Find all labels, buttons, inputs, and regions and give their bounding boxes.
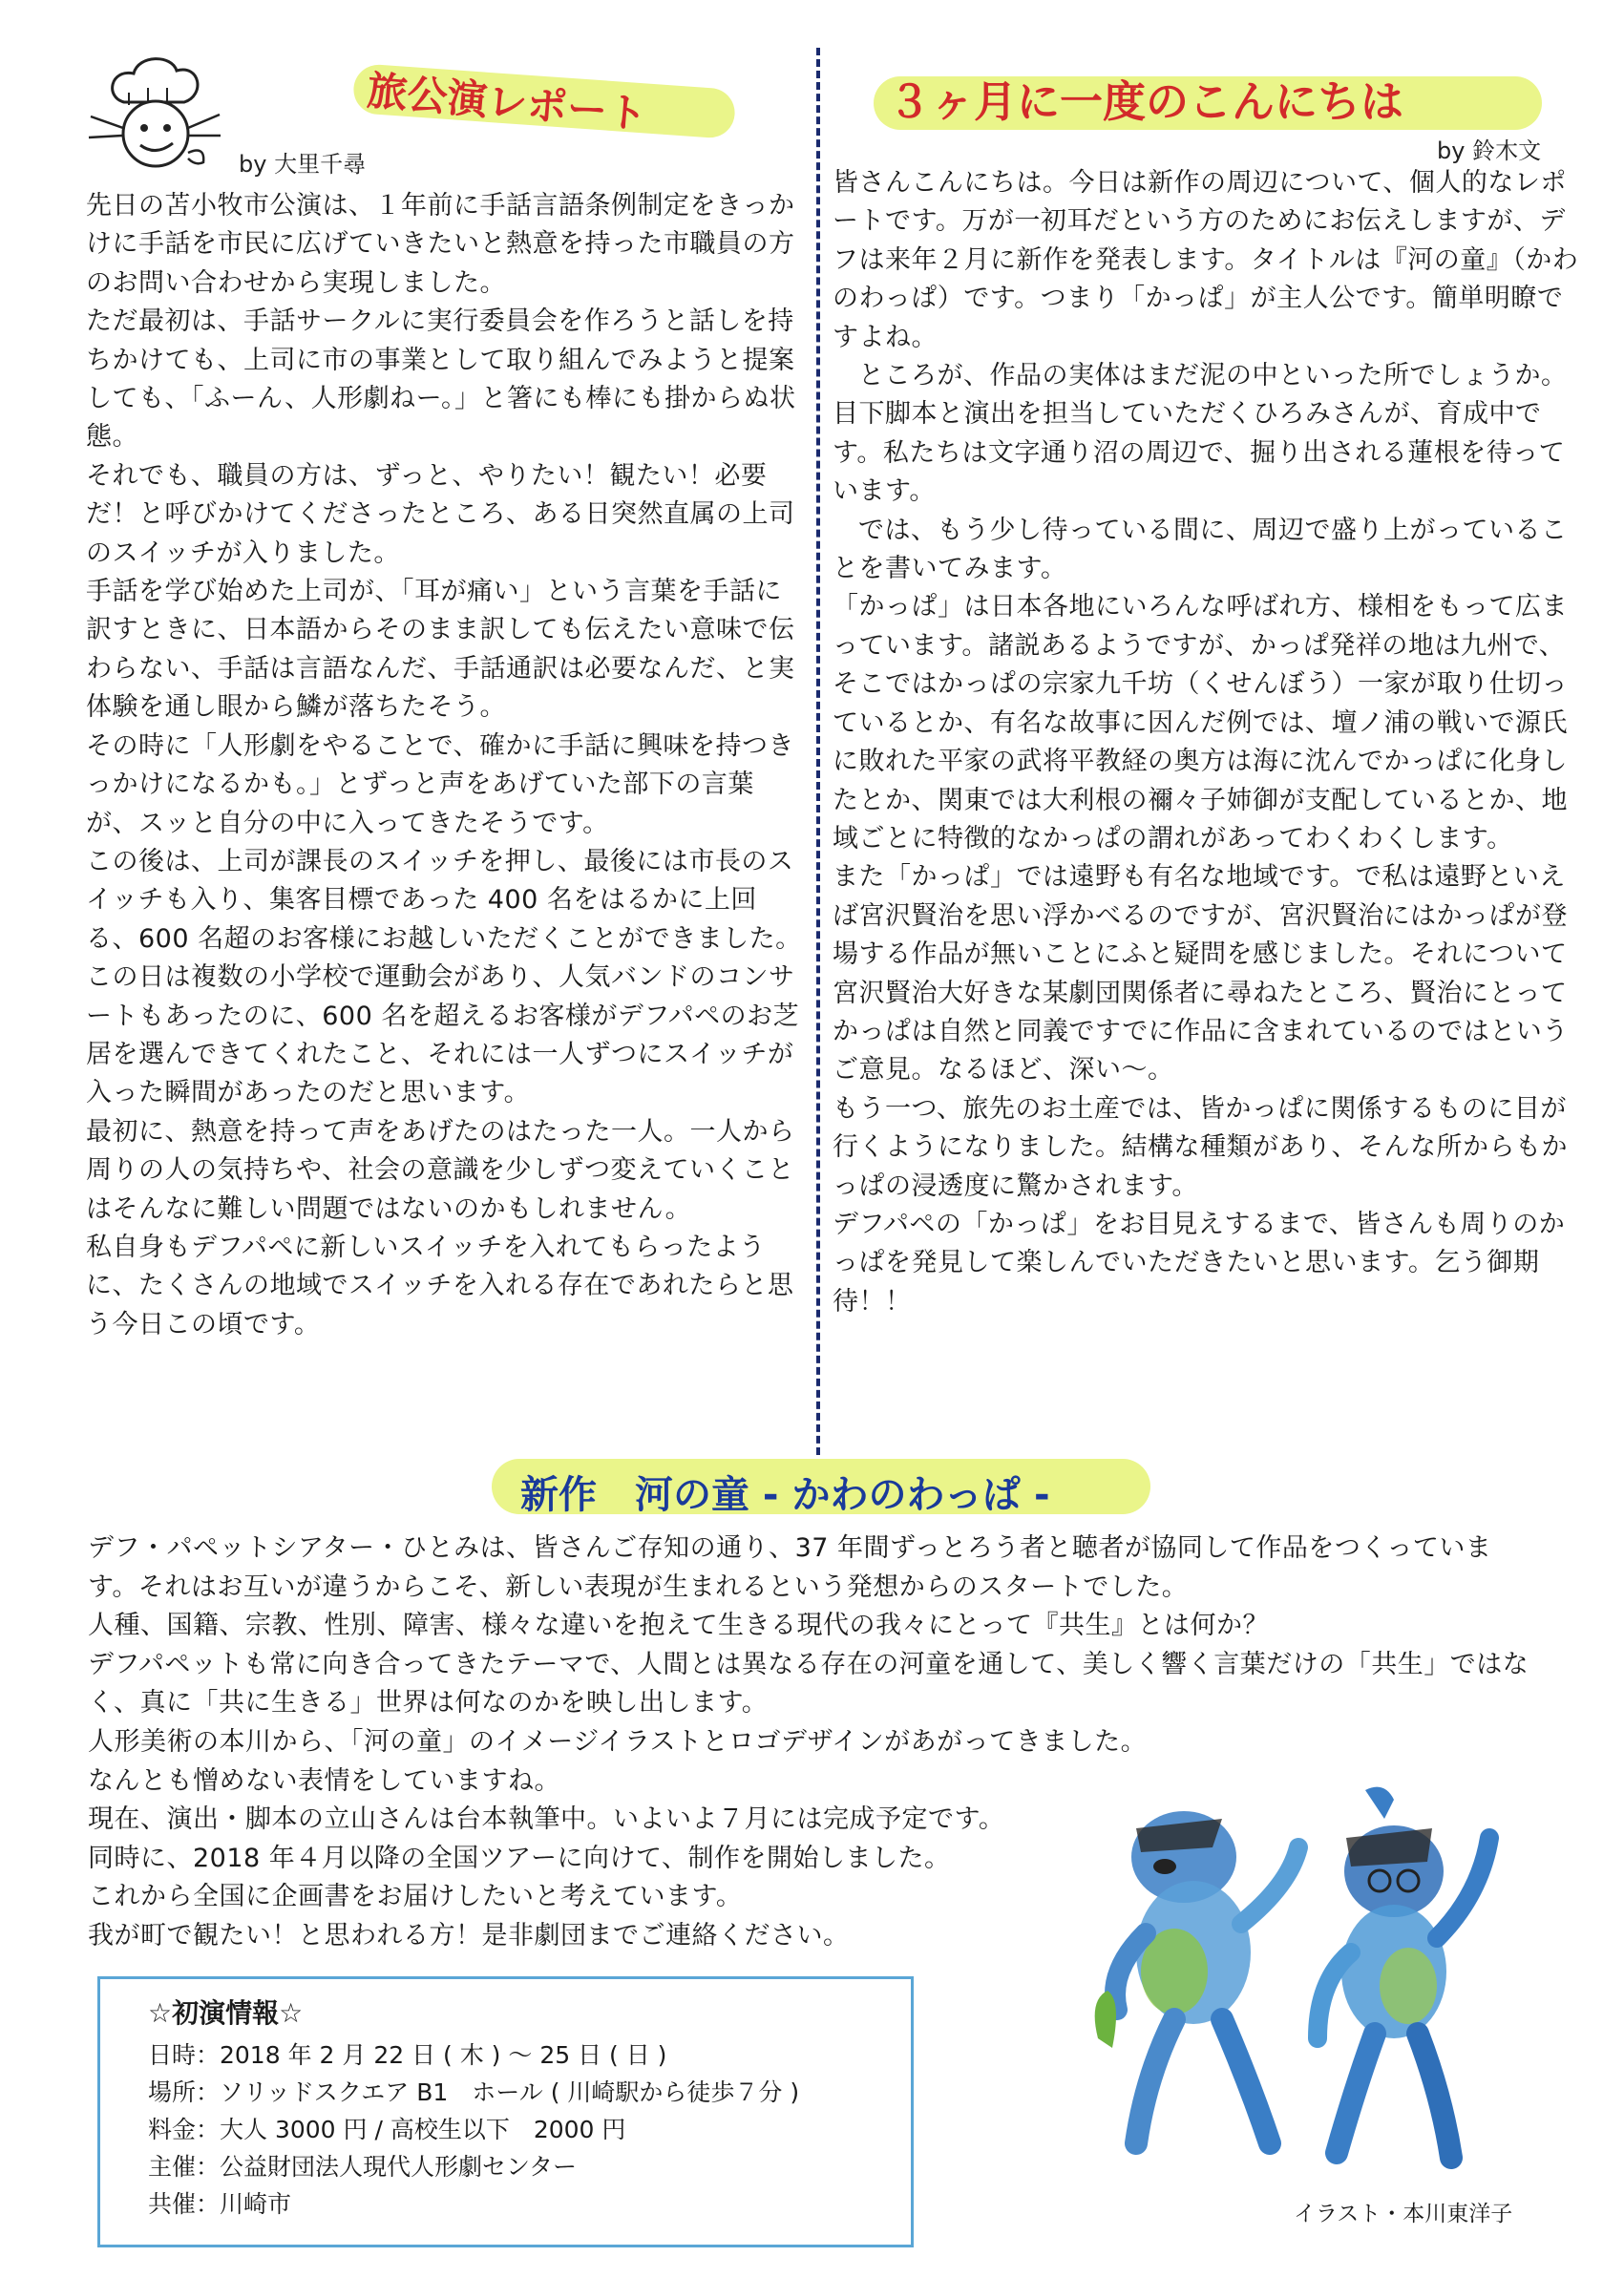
bottom-paragraph: デフ・パペットシアター・ひとみは、皆さんご存知の通り、37 年間ずっとろう者と聴者が協同して作品をつくっています。それはお互いが違うからこそ、新しい表現が生まれるという発想からのスタートでした。 <box>88 1533 1492 1602</box>
premiere-venue: 場所：ソリッドスクエア B1 ホール ( 川崎駅から徒歩７分 ) <box>148 2078 800 2106</box>
right-paragraph: デフパペの「かっぱ」をお目見えするまで、皆さんも周りのかっぱを発見して楽しんでいただきたいと思います。乞う御期待！！ <box>833 1209 1566 1317</box>
bottom-paragraph: 現在、演出・脚本の立山さんは台本執筆中。いよいよ７月には完成予定です。 <box>88 1804 1005 1835</box>
left-article-title: 旅公演レポート <box>365 67 649 138</box>
kappa-illustration-icon <box>1079 1781 1528 2182</box>
column-divider <box>816 48 820 1489</box>
right-paragraph: 「かっぱ」は日本各地にいろんな呼ばれ方、様相をもって広まっています。諸説あるようですが、かっぱ発祥の地は九州で、そこではかっぱの宗家九千坊（くせんぼう）一家が取り仕切っているとか、有名な故事に因んだ例では、壇ノ浦の戦いで源氏に敗れた平家の武将平教経の奥方は海に沈んでかっぱに化身したとか、関東では大利根の禰々子姉御が支配しているとか、地域ごとに特徴的なかっぱの謂れがあってわくわくします。 <box>833 592 1568 854</box>
right-article-body <box>833 164 1582 1321</box>
left-article-byline: by 大里千尋 <box>239 151 367 178</box>
right-paragraph: もう一つ、旅先のお土産では、皆かっぱに関係するものに目が行くようになりました。結構な種類があり、そんな所からもかっぱの浸透度に驚かされます。 <box>833 1093 1568 1201</box>
left-paragraph: ただ最初は、手話サークルに実行委員会を作ろうと話しを持ちかけても、上司に市の事業として取り組んでみようと提案しても、「ふーん、人形劇ねー。」と箸にも棒にも掛からぬ状態。 <box>86 306 796 453</box>
left-paragraph: 先日の苫小牧市公演は、１年前に手話言語条例制定をきっかけに手話を市民に広げていきたいと熱意を持った市職員の方のお問い合わせから実現しました。 <box>86 191 795 298</box>
right-paragraph: また「かっぱ」では遠野も有名な地域です。で私は遠野といえば宮沢賢治を思い浮かべるのですが、宮沢賢治にはかっぱが登場する作品が無いことにふと疑問を感じました。それについて宮沢賢治大好きな某劇団関係者に尋ねたところ、賢治にとってかっぱは自然と同義ですでに作品に含まれているのではというご意見。なるほど、深い～。 <box>833 862 1569 1086</box>
left-paragraph: 私自身もデフパペに新しいスイッチを入れてもらったように、たくさんの地域でスイッチを入れる存在であれたらと思う今日この頃です。 <box>86 1232 794 1339</box>
right-paragraph: 皆さんこんにちは。今日は新作の周辺について、個人的なレポートです。万が一初耳だという方のためにお伝えしますが、デフは来年２月に新作を発表します。タイトルは『河の童』（かわのわっぱ）です。つまり「かっぱ」が主人公です。簡単明瞭ですよね。 <box>833 168 1579 352</box>
illustration-credit: イラスト・本川東洋子 <box>1294 2202 1513 2226</box>
left-paragraph: 最初に、熱意を持って声をあげたのはたった一人。一人から周りの人の気持ちや、社会の意識を少しずつ変えていくことはそんなに難しい問題ではないのかもしれません。 <box>86 1116 795 1224</box>
right-paragraph: では、もう少し待っている間に、周辺で盛り上がっていることを書いてみます。 <box>833 515 1568 584</box>
premiere-date: 日時：2018 年 2 月 22 日 ( 木 ) ～ 25 日 ( 日 ) <box>148 2041 667 2069</box>
left-paragraph: この後は、上司が課長のスイッチを押し、最後には市長のスイッチも入り、集客目標であった 400 名をはるかに上回る、600 名超のお客様にお越しいただくことができました。この日は複数の小学校で運動会があり、人気バンドのコンサートもあったのに、600 名を超えるお客様がデフパペのお芝居を選んできてくれたこと、それには一人ずつにスイッチが入った瞬間があったのだと思います。 <box>86 846 802 1108</box>
premiere-organizer: 主催：公益財団法人現代人形劇センター <box>148 2153 578 2181</box>
bottom-paragraph: これから全国に企画書をお届けしたいと考えています。 <box>88 1882 743 1912</box>
left-paragraph: その時に「人形劇をやることで、確かに手話に興味を持つきっかけになるかも。」とずっと声をあげていた部下の言葉が、スッと自分の中に入ってきたそうです。 <box>86 730 794 838</box>
bottom-paragraph: 人形美術の本川から、「河の童」のイメージイラストとロゴデザインがあがってきました。 <box>88 1726 1148 1757</box>
premiere-co-organizer: 共催：川崎市 <box>148 2190 292 2218</box>
premiere-info-box <box>97 1976 914 2247</box>
left-paragraph: 手話を学び始めた上司が、「耳が痛い」という言葉を手話に訳すときに、日本語からそのまま訳しても伝えたい意味で伝わらない、手話は言語なんだ、手話通訳は必要なんだ、と実体験を通し眼から鱗が落ちたそう。 <box>86 577 795 723</box>
bottom-paragraph: デフパペットも常に向き合ってきたテーマで、人間とは異なる存在の河童を通して、美しく響く言葉だけの「共生」ではなく、真に「共に生きる」世界は何なのかを映し出します。 <box>88 1649 1529 1719</box>
bottom-paragraph: 同時に、2018 年４月以降の全国ツアーに向けて、制作を開始しました。 <box>88 1843 951 1873</box>
premiere-info-title: ☆初演情報☆ <box>148 1997 304 2029</box>
premiere-fee: 料金：大人 3000 円 / 高校生以下 2000 円 <box>148 2116 626 2143</box>
bottom-paragraph: なんとも憎めない表情をしていますね。 <box>88 1765 560 1796</box>
left-paragraph: それでも、職員の方は、ずっと、やりたい！観たい！必要だ！と呼びかけてくださったところ、ある日突然直属の上司のスイッチが入りました。 <box>86 460 795 568</box>
bottom-paragraph: 我が町で観たい！と思われる方！是非劇団までご連絡ください。 <box>88 1920 850 1951</box>
right-article-title: ３ヶ月に一度のこんにちは <box>888 76 1404 127</box>
right-paragraph: ところが、作品の実体はまだ泥の中といった所でしょうか。目下脚本と演出を担当していただくひろみさんが、育成中です。私たちは文字通り沼の周辺で、掘り出される蓮根を待っています。 <box>833 361 1568 507</box>
bottom-article-title: 新作 河の童 - かわのわっぱ - <box>520 1473 1050 1517</box>
bottom-paragraph: 人種、国籍、宗教、性別、障害、様々な違いを抱えて生きる現代の我々にとって『共生』とは何か？ <box>88 1611 1269 1641</box>
left-article-body <box>86 187 804 1344</box>
chef-mascot-icon <box>81 50 224 183</box>
right-article-byline: by 鈴木文 <box>1437 137 1542 164</box>
